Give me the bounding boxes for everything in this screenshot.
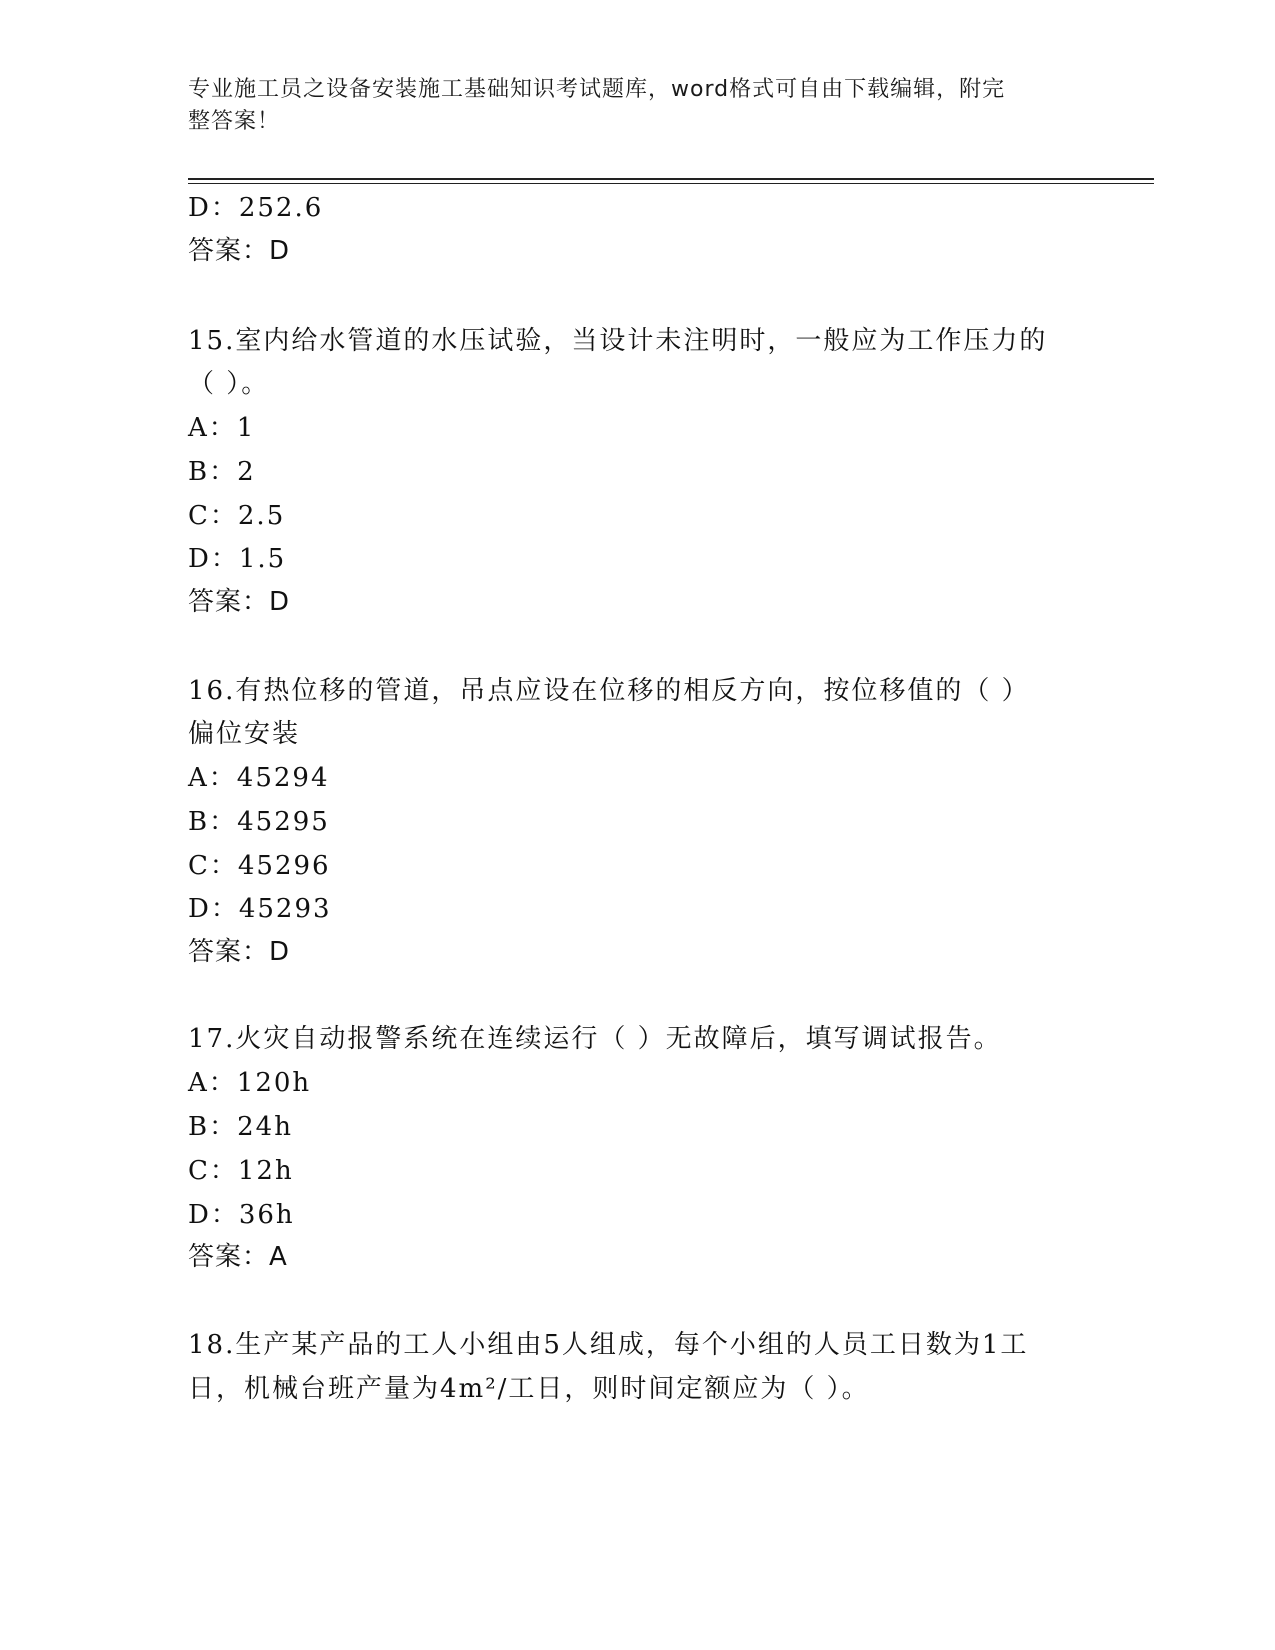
q16-answer: 答案：D [188, 937, 291, 967]
q16-option-a: A：45294 [188, 763, 330, 793]
q14-option-d: D：252.6 [188, 193, 324, 223]
q15-option-a: A：1 [188, 413, 256, 443]
q15-option-d: D：1.5 [188, 544, 287, 574]
q16-option-b: B：45295 [188, 807, 330, 837]
q17-answer: 答案：A [188, 1242, 288, 1272]
q17-option-b: B：24h [188, 1112, 293, 1142]
q17-stem-line-1: 17.火灾自动报警系统在连续运行（ ）无故障后，填写调试报告。 [188, 1024, 1002, 1054]
q18-stem-line-2: 日，机械台班产量为4m²/工日，则时间定额应为（ ）。 [188, 1374, 870, 1404]
q16-stem-line-1: 16.有热位移的管道，吊点应设在位移的相反方向，按位移值的（ ） [188, 676, 1030, 706]
q15-option-c: C：2.5 [188, 501, 286, 531]
q15-stem-line-1: 15.室内给水管道的水压试验，当设计未注明时，一般应为工作压力的 [188, 326, 1048, 356]
q15-option-b: B：2 [188, 457, 256, 487]
document-header [188, 74, 1068, 138]
q16-option-c: C：45296 [188, 851, 331, 881]
q15-answer: 答案：D [188, 587, 291, 617]
q17-option-c: C：12h [188, 1156, 294, 1186]
header-title-line-1: 专业施工员之设备安装施工基础知识考试题库，word格式可自由下载编辑，附完 [188, 77, 1006, 102]
header-title-line-2: 整答案！ [188, 109, 281, 134]
q17-option-d: D：36h [188, 1200, 295, 1230]
q16-option-d: D：45293 [188, 894, 332, 924]
q16-stem-line-2: 偏位安装 [188, 719, 301, 749]
q15-stem-line-2: （ ）。 [188, 369, 270, 399]
q14-answer: 答案：D [188, 236, 291, 266]
header-rule-thick [188, 178, 1154, 180]
q18-stem-line-1: 18.生产某产品的工人小组由5人组成，每个小组的人员工日数为1工 [188, 1330, 1029, 1360]
header-rule-thin [188, 183, 1154, 184]
q17-option-a: A：120h [188, 1068, 312, 1098]
